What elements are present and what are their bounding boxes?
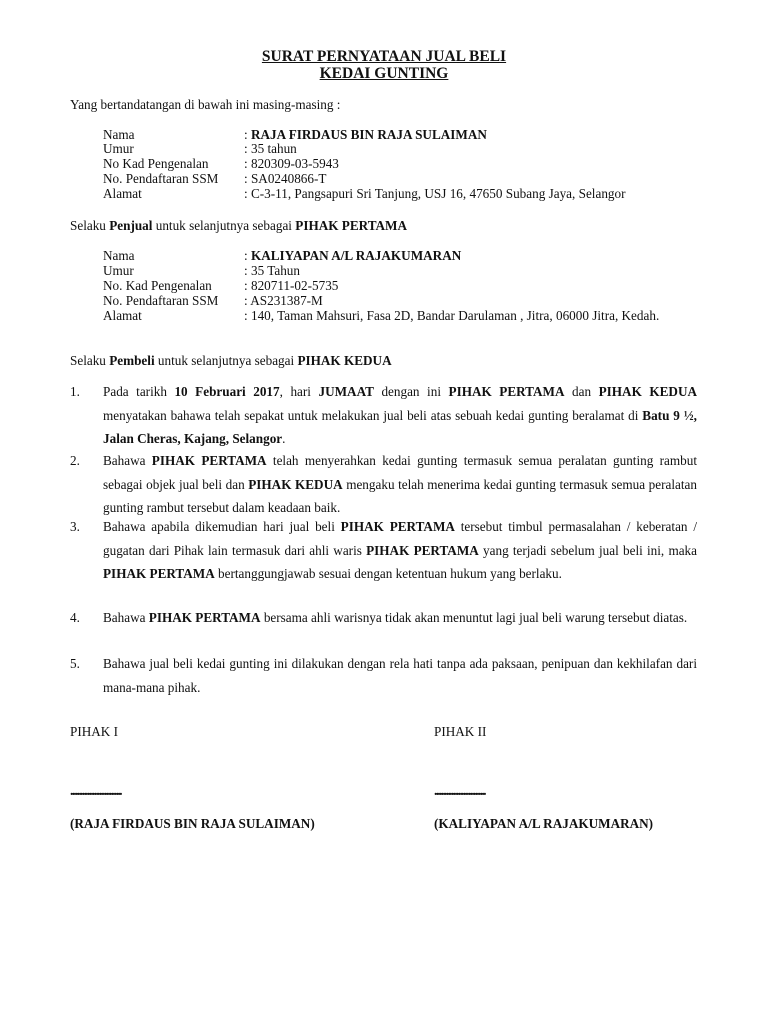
party1-umur-label: Umur — [103, 141, 134, 156]
clause-run: Bahawa — [103, 610, 149, 625]
party2-ic-value: 820711-02-5735 — [250, 278, 339, 293]
signature-left-line: .............................. — [70, 783, 121, 798]
clause-text — [103, 449, 697, 520]
signature-left-label: PIHAK I — [70, 724, 118, 739]
party2-alamat-value: 140, Taman Mahsuri, Fasa 2D, Bandar Darulaman , Jitra, 06000 Jitra, Kedah. — [250, 308, 660, 323]
party1-umur-value: 35 tahun — [250, 141, 297, 156]
clause-emphasis: PIHAK PERTAMA — [148, 610, 261, 625]
signature-right-label: PIHAK II — [434, 724, 487, 739]
clause-emphasis: JUMAAT — [318, 384, 374, 399]
document-title-line1: SURAT PERNYATAAN JUAL BELI — [261, 48, 507, 65]
signature-left-name: (RAJA FIRDAUS BIN RAJA SULAIMAN) — [70, 816, 315, 831]
clause-emphasis: PIHAK KEDUA — [598, 384, 697, 399]
clause-run: bersama ahli warisnya tidak akan menuntut lagi jual beli warung tersebut diatas. — [260, 610, 688, 625]
party2-ssm-value: AS231387-M — [250, 293, 323, 308]
colon: : — [244, 278, 248, 293]
clause-run: Pada tarikh — [103, 384, 175, 399]
colon: : — [244, 186, 248, 201]
party2-nama-label: Nama — [103, 248, 135, 263]
clause-run: menyatakan bahawa telah sepakat untuk melakukan jual beli atas sebuah kedai gunting beralamat di — [103, 407, 643, 423]
party2-alamat-label: Alamat — [103, 308, 142, 323]
intro-text: Yang bertandatangan di bawah ini masing-masing : — [70, 97, 341, 112]
clause-run: tersebut timbul permasalahan / keberatan / gugatan dari Pihak lain termasuk dari ahli waris — [103, 519, 697, 558]
role2-text: Selaku Pembeli untuk selanjutnya sebagai PIHAK KEDUA — [70, 353, 392, 368]
clause-run: yang terjadi sebelum jual beli ini, maka — [478, 542, 698, 558]
clause-emphasis: PIHAK PERTAMA — [340, 519, 455, 534]
party2-ssm-label: No. Pendaftaran SSM — [103, 293, 219, 308]
clause-number: 5. — [70, 656, 80, 671]
party1-nama-value: RAJA FIRDAUS BIN RAJA SULAIMAN — [250, 127, 487, 142]
clause-text — [103, 515, 697, 586]
colon: : — [244, 141, 248, 156]
party1-alamat-value: C-3-11, Pangsapuri Sri Tanjung, USJ 16, 47650 Subang Jaya, Selangor — [250, 186, 626, 201]
role1-text: Selaku Penjual untuk selanjutnya sebagai PIHAK PERTAMA — [70, 218, 408, 233]
clause-emphasis: PIHAK PERTAMA — [366, 542, 479, 558]
signature-right-line: .............................. — [434, 783, 485, 798]
clause-emphasis: PIHAK PERTAMA — [448, 384, 565, 399]
party2-umur-label: Umur — [103, 263, 134, 278]
clause-run: Bahawa — [103, 453, 152, 468]
clause-run: mengaku telah menerima kedai gunting termasuk semua peralatan gunting rambut tersebut dalam keadaan baik. — [103, 476, 697, 515]
party2-umur-value: 35 Tahun — [250, 263, 300, 278]
clause-emphasis: PIHAK PERTAMA — [151, 453, 267, 468]
party2-nama-value: KALIYAPAN A/L RAJAKUMARAN — [250, 248, 462, 263]
party1-ic-value: 820309-03-5943 — [250, 156, 339, 171]
clause-run: telah menyerahkan kedai gunting termasuk semua peralatan gunting rambut sebagai objek jual beli dan — [103, 453, 697, 492]
party1-ssm-label: No. Pendaftaran SSM — [103, 171, 219, 186]
party1-ssm-value: SA0240866-T — [250, 171, 327, 186]
clause-run: Bahawa apabila dikemudian hari jual beli — [103, 519, 341, 534]
clause-run: . — [282, 431, 286, 446]
document-title-line2: KEDAI GUNTING — [319, 65, 449, 82]
colon: : — [244, 263, 248, 278]
clause-run: dengan ini — [373, 384, 449, 399]
clause-text — [103, 380, 697, 451]
clause-number: 1. — [70, 384, 80, 399]
clause-run: dan — [564, 384, 599, 399]
colon: : — [244, 156, 248, 171]
party1-alamat-label: Alamat — [103, 186, 142, 201]
clause-emphasis: PIHAK KEDUA — [248, 476, 343, 492]
signature-right-name: (KALIYAPAN A/L RAJAKUMARAN) — [434, 816, 654, 831]
clause-emphasis: PIHAK PERTAMA — [103, 566, 215, 581]
colon: : — [244, 308, 248, 323]
party2-ic-label: No. Kad Pengenalan — [103, 278, 212, 293]
colon: : — [244, 127, 248, 142]
clause-emphasis: Batu 9 ½, Jalan Cheras, Kajang, Selangor — [103, 407, 697, 446]
clause-text — [103, 606, 697, 630]
clause-run: , hari — [279, 384, 319, 399]
colon: : — [244, 293, 248, 308]
clause-run: Bahawa jual beli kedai gunting ini dilakukan dengan rela hati tanpa ada paksaan, penipuan dan kekhilafan dari mana-mana pihak. — [103, 656, 697, 695]
clause-emphasis: 10 Februari 2017 — [174, 384, 280, 399]
clause-text — [103, 652, 697, 699]
colon: : — [244, 248, 248, 263]
clause-run: bertanggungjawab sesuai dengan ketentuan hukum yang berlaku. — [214, 566, 562, 581]
party1-nama-label: Nama — [103, 127, 135, 142]
clause-number: 4. — [70, 610, 80, 625]
colon: : — [244, 171, 248, 186]
clause-number: 2. — [70, 453, 80, 468]
clause-number: 3. — [70, 519, 80, 534]
party1-ic-label: No Kad Pengenalan — [103, 156, 209, 171]
